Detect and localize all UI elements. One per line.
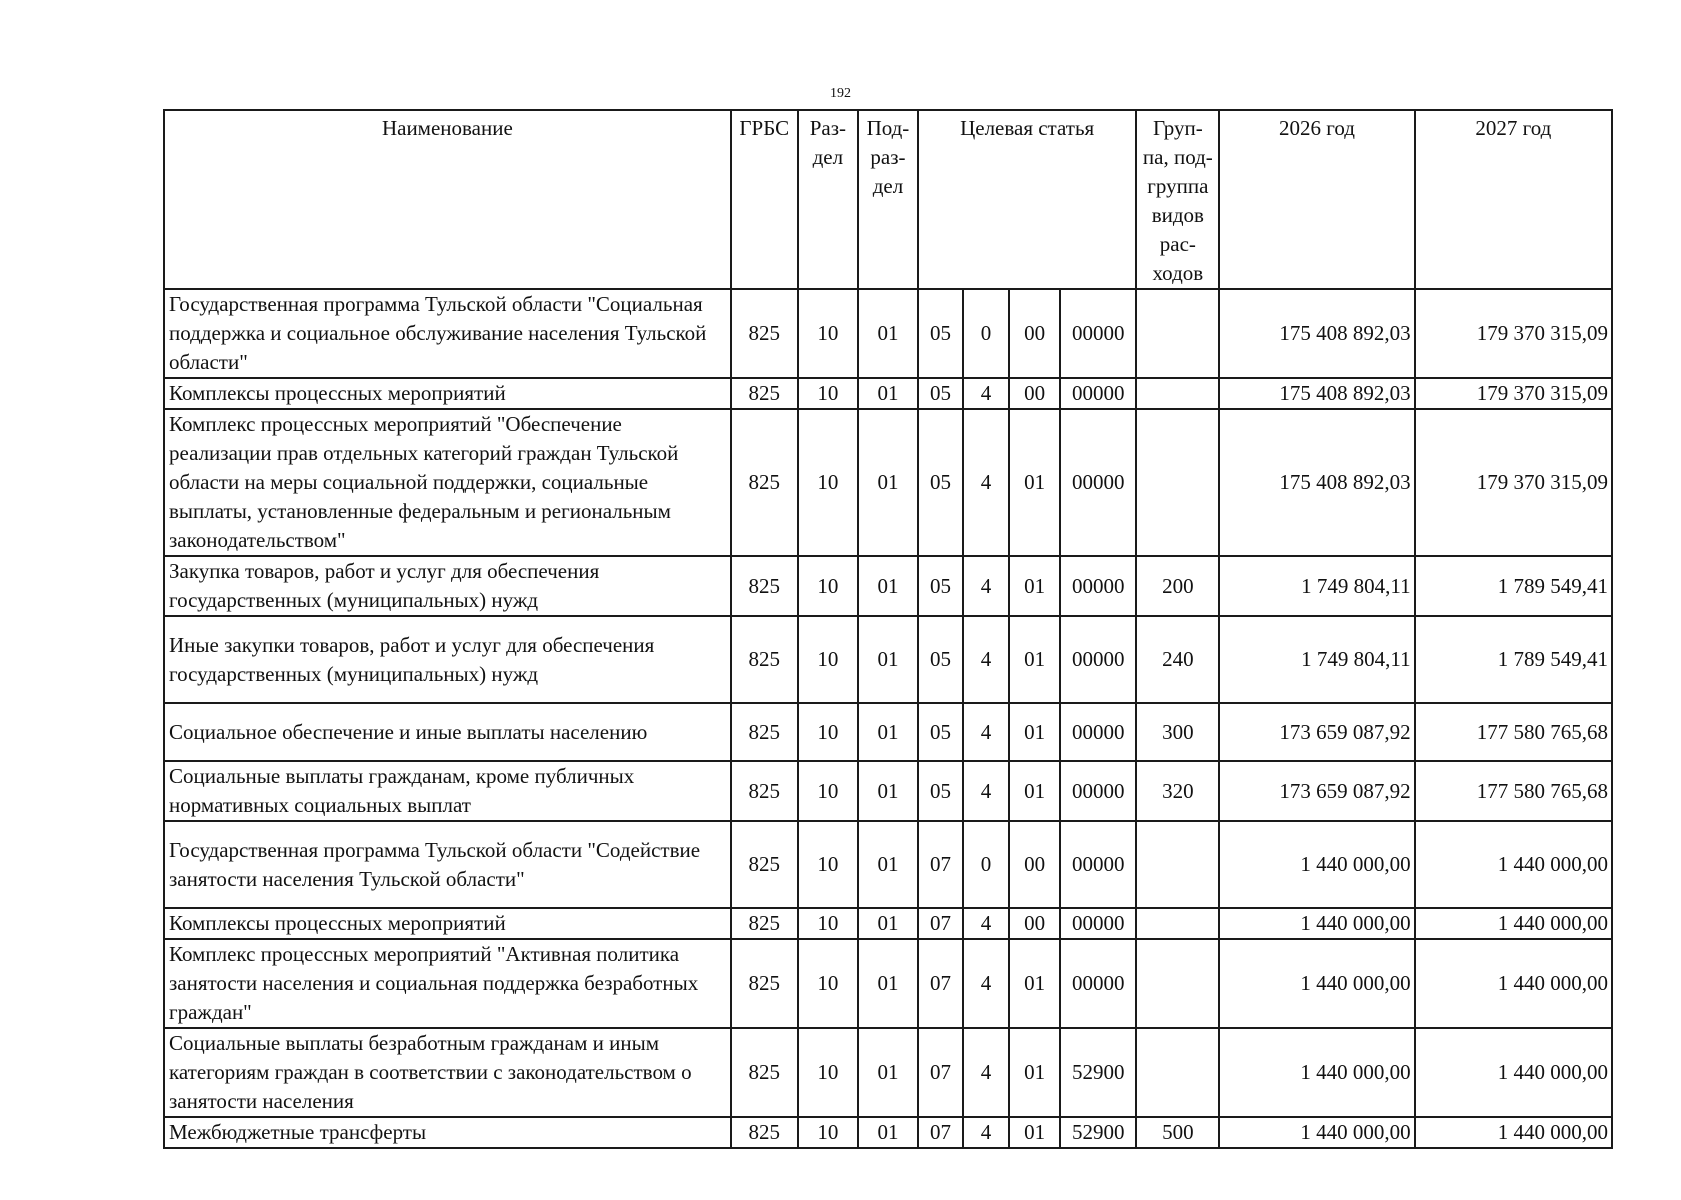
row-target-program: 05 (918, 616, 963, 703)
row-target-type: 4 (963, 761, 1009, 821)
row-name: Государственная программа Тульской области "Социальная поддержка и социальное обслуживание населения Тульской области" (164, 289, 731, 378)
row-target-program: 07 (918, 821, 963, 908)
row-amount-2026: 1 440 000,00 (1219, 1028, 1414, 1117)
budget-table (163, 109, 1613, 1149)
row-target-program: 07 (918, 908, 963, 939)
row-razdel: 10 (798, 1117, 858, 1148)
row-podrazdel: 01 (858, 908, 918, 939)
row-amount-2026: 1 440 000,00 (1219, 908, 1414, 939)
row-podrazdel: 01 (858, 409, 918, 556)
row-podrazdel: 01 (858, 378, 918, 409)
row-name: Государственная программа Тульской области "Содействие занятости населения Тульской области" (164, 821, 731, 908)
row-razdel: 10 (798, 703, 858, 761)
row-target-structure: 01 (1009, 1117, 1060, 1148)
row-expense-group: 240 (1136, 616, 1219, 703)
row-grbs: 825 (731, 378, 798, 409)
row-target-direction: 00000 (1060, 703, 1136, 761)
row-name: Социальное обеспечение и иные выплаты населению (164, 703, 731, 761)
header-razdel: Раз- дел (798, 110, 858, 289)
row-amount-2026: 173 659 087,92 (1219, 761, 1414, 821)
row-target-program: 05 (918, 378, 963, 409)
row-amount-2026: 175 408 892,03 (1219, 289, 1414, 378)
row-target-structure: 01 (1009, 1028, 1060, 1117)
row-target-type: 4 (963, 1028, 1009, 1117)
row-razdel: 10 (798, 761, 858, 821)
row-target-structure: 01 (1009, 616, 1060, 703)
row-podrazdel: 01 (858, 703, 918, 761)
row-expense-group (1136, 939, 1219, 1028)
table-row (164, 289, 1612, 378)
table-row (164, 821, 1612, 908)
row-amount-2027: 1 789 549,41 (1415, 556, 1612, 616)
row-target-structure: 00 (1009, 289, 1060, 378)
row-grbs: 825 (731, 1117, 798, 1148)
row-razdel: 10 (798, 378, 858, 409)
table-row (164, 378, 1612, 409)
row-target-program: 05 (918, 289, 963, 378)
row-expense-group (1136, 289, 1219, 378)
row-razdel: 10 (798, 616, 858, 703)
row-expense-group (1136, 821, 1219, 908)
row-target-direction: 00000 (1060, 821, 1136, 908)
row-target-structure: 01 (1009, 409, 1060, 556)
row-target-direction: 00000 (1060, 378, 1136, 409)
row-target-structure: 00 (1009, 908, 1060, 939)
row-podrazdel: 01 (858, 1028, 918, 1117)
table-row (164, 703, 1612, 761)
page-number: 192 (830, 86, 851, 101)
row-amount-2027: 177 580 765,68 (1415, 703, 1612, 761)
row-expense-group (1136, 409, 1219, 556)
row-target-structure: 01 (1009, 761, 1060, 821)
row-amount-2026: 1 749 804,11 (1219, 556, 1414, 616)
table-row (164, 1117, 1612, 1148)
row-amount-2027: 1 440 000,00 (1415, 939, 1612, 1028)
row-podrazdel: 01 (858, 761, 918, 821)
row-target-direction: 00000 (1060, 616, 1136, 703)
row-name: Межбюджетные трансферты (164, 1117, 731, 1148)
table-row (164, 556, 1612, 616)
row-grbs: 825 (731, 556, 798, 616)
row-podrazdel: 01 (858, 556, 918, 616)
row-name: Социальные выплаты безработным гражданам и иным категориям граждан в соответствии с законодательством о занятости населения (164, 1028, 731, 1117)
row-expense-group (1136, 378, 1219, 409)
header-year-2027: 2027 год (1415, 110, 1612, 289)
row-target-structure: 01 (1009, 556, 1060, 616)
row-podrazdel: 01 (858, 616, 918, 703)
row-name: Комплексы процессных мероприятий (164, 378, 731, 409)
row-amount-2027: 1 789 549,41 (1415, 616, 1612, 703)
row-name: Комплексы процессных мероприятий (164, 908, 731, 939)
row-target-program: 07 (918, 1028, 963, 1117)
table-row (164, 409, 1612, 556)
row-name: Комплекс процессных мероприятий "Обеспечение реализации прав отдельных категорий граждан Тульской области на меры социальной поддержки, социальные выплаты, установленные федеральным и региональным законодательством" (164, 409, 731, 556)
row-target-direction: 00000 (1060, 939, 1136, 1028)
table-row (164, 1028, 1612, 1117)
row-target-direction: 52900 (1060, 1028, 1136, 1117)
row-target-direction: 00000 (1060, 908, 1136, 939)
row-target-program: 05 (918, 556, 963, 616)
row-grbs: 825 (731, 761, 798, 821)
row-amount-2026: 1 440 000,00 (1219, 1117, 1414, 1148)
row-target-type: 4 (963, 409, 1009, 556)
row-target-structure: 01 (1009, 939, 1060, 1028)
header-name: Наименование (164, 110, 731, 289)
row-razdel: 10 (798, 289, 858, 378)
row-amount-2026: 173 659 087,92 (1219, 703, 1414, 761)
row-grbs: 825 (731, 409, 798, 556)
row-amount-2027: 1 440 000,00 (1415, 908, 1612, 939)
row-amount-2027: 179 370 315,09 (1415, 378, 1612, 409)
row-amount-2026: 175 408 892,03 (1219, 378, 1414, 409)
row-target-type: 4 (963, 1117, 1009, 1148)
row-target-type: 4 (963, 939, 1009, 1028)
row-amount-2027: 179 370 315,09 (1415, 289, 1612, 378)
row-expense-group (1136, 908, 1219, 939)
row-grbs: 825 (731, 289, 798, 378)
row-amount-2027: 1 440 000,00 (1415, 1117, 1612, 1148)
table-row (164, 761, 1612, 821)
row-target-type: 4 (963, 556, 1009, 616)
row-podrazdel: 01 (858, 289, 918, 378)
header-expense-group: Груп- па, под- группа видов рас- ходов (1136, 110, 1219, 289)
row-target-type: 4 (963, 703, 1009, 761)
row-amount-2027: 1 440 000,00 (1415, 1028, 1612, 1117)
row-name: Социальные выплаты гражданам, кроме публичных нормативных социальных выплат (164, 761, 731, 821)
row-grbs: 825 (731, 703, 798, 761)
row-expense-group: 200 (1136, 556, 1219, 616)
header-grbs: ГРБС (731, 110, 798, 289)
row-target-program: 07 (918, 939, 963, 1028)
row-expense-group: 320 (1136, 761, 1219, 821)
row-amount-2026: 175 408 892,03 (1219, 409, 1414, 556)
row-target-program: 05 (918, 761, 963, 821)
table-row (164, 908, 1612, 939)
row-podrazdel: 01 (858, 821, 918, 908)
row-razdel: 10 (798, 409, 858, 556)
row-razdel: 10 (798, 908, 858, 939)
header-year-2026: 2026 год (1219, 110, 1414, 289)
row-grbs: 825 (731, 1028, 798, 1117)
row-target-direction: 00000 (1060, 761, 1136, 821)
row-target-structure: 01 (1009, 703, 1060, 761)
row-target-type: 4 (963, 378, 1009, 409)
row-target-program: 05 (918, 703, 963, 761)
row-target-direction: 00000 (1060, 556, 1136, 616)
row-target-program: 05 (918, 409, 963, 556)
row-name: Иные закупки товаров, работ и услуг для обеспечения государственных (муниципальных) нужд (164, 616, 731, 703)
table-row (164, 939, 1612, 1028)
row-amount-2027: 179 370 315,09 (1415, 409, 1612, 556)
row-expense-group: 300 (1136, 703, 1219, 761)
header-target-article: Целевая статья (918, 110, 1136, 289)
row-podrazdel: 01 (858, 939, 918, 1028)
row-grbs: 825 (731, 908, 798, 939)
row-amount-2026: 1 749 804,11 (1219, 616, 1414, 703)
row-amount-2026: 1 440 000,00 (1219, 821, 1414, 908)
row-target-direction: 52900 (1060, 1117, 1136, 1148)
row-target-program: 07 (918, 1117, 963, 1148)
row-amount-2026: 1 440 000,00 (1219, 939, 1414, 1028)
row-name: Комплекс процессных мероприятий "Активная политика занятости населения и социальная поддержка безработных граждан" (164, 939, 731, 1028)
row-razdel: 10 (798, 556, 858, 616)
row-grbs: 825 (731, 939, 798, 1028)
row-target-type: 4 (963, 616, 1009, 703)
row-grbs: 825 (731, 821, 798, 908)
row-target-direction: 00000 (1060, 409, 1136, 556)
row-grbs: 825 (731, 616, 798, 703)
row-target-direction: 00000 (1060, 289, 1136, 378)
row-amount-2027: 177 580 765,68 (1415, 761, 1612, 821)
row-razdel: 10 (798, 939, 858, 1028)
row-amount-2027: 1 440 000,00 (1415, 821, 1612, 908)
row-podrazdel: 01 (858, 1117, 918, 1148)
table-header-row (164, 110, 1612, 289)
row-razdel: 10 (798, 1028, 858, 1117)
header-podrazdel: Под- раз- дел (858, 110, 918, 289)
table-row (164, 616, 1612, 703)
row-expense-group (1136, 1028, 1219, 1117)
row-razdel: 10 (798, 821, 858, 908)
row-target-structure: 00 (1009, 821, 1060, 908)
row-target-type: 0 (963, 289, 1009, 378)
row-target-type: 0 (963, 821, 1009, 908)
row-target-structure: 00 (1009, 378, 1060, 409)
row-expense-group: 500 (1136, 1117, 1219, 1148)
row-target-type: 4 (963, 908, 1009, 939)
row-name: Закупка товаров, работ и услуг для обеспечения государственных (муниципальных) нужд (164, 556, 731, 616)
